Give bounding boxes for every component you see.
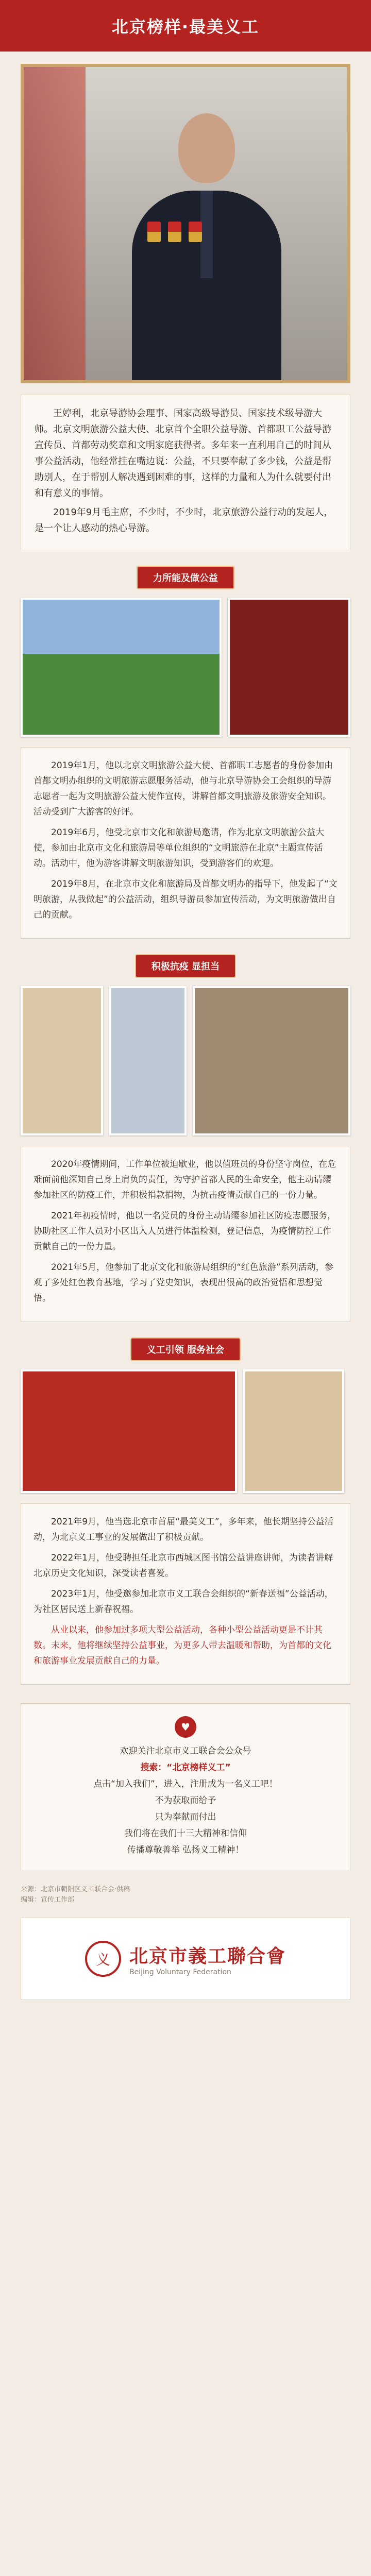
editor-line: 编辑：宣传工作部 bbox=[21, 1896, 75, 1904]
activity-photo bbox=[21, 598, 222, 737]
heart-icon: ♥ bbox=[175, 1716, 196, 1738]
section-text bbox=[21, 1146, 350, 1322]
follow-line: 我们将在我们十三大精神和信仰 bbox=[124, 1828, 247, 1839]
portrait-head bbox=[178, 113, 235, 183]
intro-paragraph: 王婷利，北京导游协会理事、国家高级导游员、国家技术级导游大师。北京文明旅游公益大使、北京首个全职公益导游、首都职工公益导游宣传员、首都劳动奖章和文明家庭获得者。多年来一直利用自己的时间从事公益活动，他经常挂在嘴边说：公益，不只要奉献了多少钱，公益是帮助别人，在于帮别人解决遇到困难的事，这样的力量和人为什么就要付出和有意义的事情。 bbox=[35, 408, 331, 499]
follow-line: 只为奉献而付出 bbox=[155, 1812, 216, 1822]
award-trophy-photo bbox=[243, 1369, 344, 1493]
section-header bbox=[21, 1337, 350, 1361]
section-header bbox=[21, 954, 350, 978]
section-paragraph: 2020年疫情期间，工作单位被迫歇业，他以值班员的身份坚守岗位，在危难面前他深知自己身上肩负的责任，为守护首都人民的生命安全，他主动请缨参加社区的防疫工作，并积极捐款捐物，为抗击疫情贡献自己的一份力量。 bbox=[33, 1159, 336, 1200]
certificate-photo bbox=[228, 598, 350, 737]
section-volunteer-service bbox=[21, 1337, 350, 1685]
section-text bbox=[21, 1503, 350, 1685]
portrait-figure bbox=[132, 113, 281, 383]
section-header bbox=[21, 566, 350, 589]
medal-icon bbox=[168, 222, 181, 242]
medal-icon bbox=[189, 222, 202, 242]
follow-line: 点击“加入我们”，进入，注册成为一名义工吧！ bbox=[93, 1779, 278, 1789]
section-paragraph: 2019年8月，在北京市文化和旅游局及首都文明办的指导下，他发起了“文明旅游，从我做起”的公益活动，组织导游员参加宣传活动，为文明旅游做出自己的贡献。 bbox=[33, 879, 338, 920]
page-title: 北京榜样·最美义工 bbox=[111, 17, 260, 37]
section-paragraph: 2022年1月，他受聘担任北京市西城区图书馆公益讲座讲师，为读者讲解北京历史文化知识，深受读者喜爱。 bbox=[33, 1553, 333, 1579]
section-paragraph: 2021年初疫情时，他以一名党员的身份主动请缨参加社区防疫志愿服务，协助社区工作人员对小区出入人员进行体温检测，登记信息，为疫情防控工作贡献自己的一份力量。 bbox=[33, 1211, 336, 1252]
section-paragraph-highlight: 从业以来，他参加过多项大型公益活动，各种小型公益活动更是不计其数。未来，他将继续坚持公益事业，为更多人带去温暖和帮助，为首都的文化和旅游事业发展贡献自己的力量。 bbox=[33, 1625, 331, 1666]
section-paragraph: 2021年9月，他当选北京市首届“最美义工”，多年来，他长期坚持公益活动，为北京义工事业的发展做出了积极贡献。 bbox=[33, 1517, 333, 1543]
federation-name: 北京市義工聯合會 bbox=[129, 1945, 286, 1967]
federation-card bbox=[21, 1918, 350, 2000]
award-certificate-photo bbox=[21, 1369, 237, 1493]
section-fight-epidemic bbox=[21, 954, 350, 1322]
follow-line: 不为获取而给予 bbox=[155, 1795, 216, 1806]
section-paragraph: 2021年5月，他参加了北京文化和旅游局组织的“红色旅游”系列活动，参观了多处红色教育基地，学习了党史知识，表现出很高的政治觉悟和思想觉悟。 bbox=[33, 1262, 333, 1303]
hero-photo bbox=[21, 64, 350, 383]
section-paragraph: 2019年6月，他受北京市文化和旅游局邀请，作为北京文明旅游公益大使，参加由北京市文化和旅游局等单位组织的“文明旅游在北京”主题宣传活动。活动中，他为游客讲解文明旅游知识，受到游客们的欢迎。 bbox=[33, 827, 325, 869]
section-text bbox=[21, 747, 350, 939]
section-label: 积极抗疫 显担当 bbox=[135, 954, 236, 978]
follow-line: 欢迎关注北京市义工联合会公众号 bbox=[120, 1746, 251, 1756]
volunteer-photo bbox=[109, 986, 187, 1136]
section-paragraph: 2023年1月，他受邀参加北京市义工联合会组织的“新春送福”公益活动，为社区居民送上新春祝福。 bbox=[33, 1589, 333, 1615]
flag-backdrop bbox=[24, 67, 86, 380]
article-meta bbox=[21, 1885, 350, 1905]
exhibition-photo bbox=[193, 986, 350, 1136]
section-paragraph: 2019年1月，他以北京文明旅游公益大使、首都职工志愿者的身份参加由首都文明办组织的文明旅游志愿服务活动，他与北京导游协会工会组织的导游志愿者一起为文明旅游公益大使作宣传，讲解首都文明旅游及旅游安全知识。活动受到广大游客的好评。 bbox=[33, 760, 333, 817]
intro-block bbox=[21, 395, 350, 550]
source-line: 来源：北京市朝阳区义工联合会·供稿 bbox=[21, 1886, 130, 1893]
follow-search-line[interactable]: 搜索：“北京榜样义工” bbox=[140, 1762, 231, 1773]
portrait-tie bbox=[200, 191, 213, 278]
section-public-welfare bbox=[21, 566, 350, 939]
banner-photo bbox=[21, 986, 103, 1136]
federation-emblem-icon: 义 bbox=[85, 1941, 121, 1977]
section-label: 义工引领 服务社会 bbox=[130, 1337, 241, 1361]
intro-paragraph: 2019年9月毛主席，不少时，不少时，北京旅游公益行动的发起人，是一个让人感动的热心导游。 bbox=[35, 507, 333, 534]
title-banner bbox=[0, 0, 371, 52]
follow-box bbox=[21, 1703, 350, 1871]
medal-icon bbox=[147, 222, 161, 242]
section-label: 力所能及做公益 bbox=[137, 566, 234, 589]
follow-line: 传播尊敬善举 弘扬义工精神！ bbox=[127, 1845, 244, 1855]
federation-subname: Beijing Voluntary Federation bbox=[129, 1968, 231, 1976]
medals-row bbox=[147, 222, 202, 242]
